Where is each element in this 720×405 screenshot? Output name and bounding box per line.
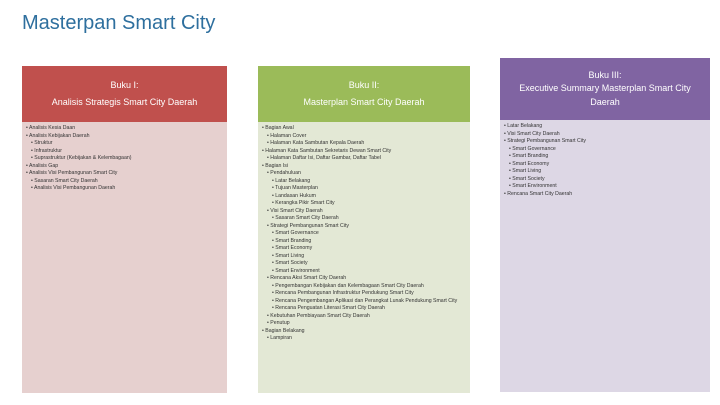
bullet-icon: • xyxy=(509,160,513,167)
list-item xyxy=(262,328,466,336)
bullet-icon: • xyxy=(267,320,271,326)
bullet-icon: • xyxy=(267,132,271,139)
book-1-panel xyxy=(22,66,227,393)
bullet-icon: • xyxy=(272,245,276,251)
bullet-icon: • xyxy=(509,175,513,182)
bullet-icon: • xyxy=(504,130,508,137)
book-2-panel xyxy=(258,66,470,393)
bullet-icon: • xyxy=(272,192,276,199)
list-item xyxy=(262,268,466,276)
list-item xyxy=(262,200,466,208)
book-3-number: Buku III: xyxy=(588,69,622,80)
list-item-label: Visi Smart City Daerah xyxy=(270,207,323,214)
bullet-icon: • xyxy=(267,275,271,281)
list-item-label: Tujuan Masterplan xyxy=(275,185,318,191)
list-item-label: Landasan Hukum xyxy=(275,192,316,199)
list-item xyxy=(504,123,706,131)
bullet-icon: • xyxy=(26,132,29,139)
book-3-header xyxy=(500,58,710,120)
book-1-header xyxy=(22,66,227,122)
list-item-label: Smart Living xyxy=(275,252,305,259)
list-item xyxy=(26,178,223,186)
list-item xyxy=(262,215,466,223)
list-item-label: Pengembangan Kebijakan dan Kelembagaan Smart City Daerah xyxy=(275,282,424,289)
bullet-icon: • xyxy=(272,230,276,236)
list-item-label: Rencana Pengembangan Aplikasi dan Perangkat Lunak Pendukung Smart City xyxy=(275,297,458,304)
bullet-icon: • xyxy=(272,282,276,289)
list-item xyxy=(262,275,466,283)
bullet-icon: • xyxy=(267,222,271,229)
list-item xyxy=(262,148,466,156)
bullet-icon: • xyxy=(31,155,35,161)
book-2-number: Buku II: xyxy=(348,79,380,90)
list-item xyxy=(262,178,466,186)
list-item-label: Penutup xyxy=(270,320,290,326)
page-title: Masterpan Smart City xyxy=(22,12,216,34)
list-item-label: Sasaran Smart City Daerah xyxy=(34,177,98,184)
bullet-icon: • xyxy=(272,200,276,206)
bullet-icon: • xyxy=(26,170,29,176)
list-item xyxy=(262,223,466,231)
bullet-icon: • xyxy=(272,305,276,311)
bullet-icon: • xyxy=(267,312,271,319)
list-item xyxy=(504,153,706,161)
list-item xyxy=(262,230,466,238)
list-item xyxy=(26,133,223,141)
list-item-label: Halaman Kata Sambutan Sekretaris Dewan Smart City xyxy=(265,147,392,154)
list-item-label: Analisis Visi Pembangunan Smart City xyxy=(28,170,118,176)
list-item-label: Strategi Pembangunan Smart City xyxy=(270,222,349,229)
list-item-label: Lampiran xyxy=(270,335,292,341)
list-item xyxy=(504,131,706,139)
bullet-icon: • xyxy=(504,123,508,129)
bullet-icon: • xyxy=(267,207,271,214)
list-item xyxy=(262,245,466,253)
book-2-title: Masterplan Smart City Daerah xyxy=(303,97,425,107)
list-item-label: Smart Governance xyxy=(275,230,319,236)
list-item xyxy=(26,170,223,178)
list-item-label: Rencana Smart City Daerah xyxy=(507,190,573,197)
list-item xyxy=(262,185,466,193)
list-item-label: Infrastruktur xyxy=(34,147,62,154)
list-item-label: Struktur xyxy=(34,140,53,146)
list-item xyxy=(262,298,466,306)
list-item-label: Smart Society xyxy=(275,260,308,266)
list-item xyxy=(262,208,466,216)
bullet-icon: • xyxy=(272,290,276,296)
list-item-label: Halaman Kata Sambutan Kepala Daerah xyxy=(270,140,365,146)
bullet-icon: • xyxy=(267,155,271,161)
list-item-label: Analisis Visi Pembangunan Daerah xyxy=(33,185,116,191)
bullet-icon: • xyxy=(26,125,29,131)
list-item xyxy=(26,148,223,156)
list-item xyxy=(504,191,706,199)
book-2-contents xyxy=(258,122,470,393)
bullet-icon: • xyxy=(272,215,276,221)
book-3-panel xyxy=(500,58,710,392)
list-item xyxy=(262,290,466,298)
list-item xyxy=(262,283,466,291)
list-item-label: Bagian Isi xyxy=(265,162,289,169)
list-item-label: Analisis Gap xyxy=(28,162,59,169)
list-item-label: Suprastruktur (Kebijakan & Kelembagaan) xyxy=(34,155,132,161)
book-1-number: Buku I: xyxy=(110,79,139,90)
list-item-label: Latar Belakang xyxy=(275,177,311,184)
bullet-icon: • xyxy=(262,327,266,334)
list-item xyxy=(26,140,223,148)
bullet-icon: • xyxy=(262,125,266,131)
list-item xyxy=(262,170,466,178)
list-item-label: Sasaran Smart City Daerah xyxy=(275,215,339,221)
list-item-label: Bagian Awal xyxy=(265,125,294,131)
list-item xyxy=(504,183,706,191)
list-item-label: Smart Branding xyxy=(512,153,549,159)
bullet-icon: • xyxy=(509,168,513,174)
book-3-title: Executive Summary Masterplan Smart City Daerah xyxy=(519,83,691,107)
list-item-label: Halaman Cover xyxy=(270,132,307,139)
list-item-label: Kerangka Pikir Smart City xyxy=(275,200,335,206)
list-item xyxy=(26,163,223,171)
bullet-icon: • xyxy=(31,140,35,146)
list-item xyxy=(26,185,223,193)
bullet-icon: • xyxy=(31,185,34,191)
bullet-icon: • xyxy=(272,267,276,274)
list-item xyxy=(504,138,706,146)
bullet-icon: • xyxy=(26,162,29,169)
bullet-icon: • xyxy=(267,140,271,146)
book-1-contents xyxy=(22,122,227,393)
book-3-contents xyxy=(500,120,710,392)
bullet-icon: • xyxy=(272,237,276,244)
bullet-icon: • xyxy=(272,297,276,304)
list-item-label: Latar Belakang xyxy=(507,123,543,129)
bullet-icon: • xyxy=(272,252,276,259)
list-item-label: Smart Environment xyxy=(512,183,557,189)
bullet-icon: • xyxy=(31,177,35,184)
list-item-label: Analisis Kebijakan Daerah xyxy=(28,132,90,139)
list-item xyxy=(262,140,466,148)
list-item xyxy=(262,193,466,201)
bullet-icon: • xyxy=(267,170,271,176)
list-item-label: Smart Living xyxy=(512,168,542,174)
bullet-icon: • xyxy=(504,190,508,197)
list-item xyxy=(262,320,466,328)
list-item-label: Kebutuhan Pembiayaan Smart City Daerah xyxy=(270,312,370,319)
list-item xyxy=(262,305,466,313)
list-item xyxy=(262,163,466,171)
list-item-label: Analisis Kesia Daan xyxy=(28,125,76,131)
list-item-label: Smart Environment xyxy=(275,267,320,274)
list-item xyxy=(504,168,706,176)
list-item xyxy=(262,238,466,246)
list-item xyxy=(504,161,706,169)
bullet-icon: • xyxy=(509,183,513,189)
book-1-title: Analisis Strategis Smart City Daerah xyxy=(51,97,198,107)
list-item xyxy=(262,133,466,141)
list-item xyxy=(262,335,466,343)
list-item-label: Smart Economy xyxy=(275,245,313,251)
bullet-icon: • xyxy=(504,138,508,144)
list-item xyxy=(262,313,466,321)
list-item-label: Smart Branding xyxy=(275,237,312,244)
book-2-header xyxy=(258,66,470,122)
list-item-label: Smart Economy xyxy=(512,160,550,167)
list-item-label: Rencana Aksi Smart City Daerah xyxy=(270,275,347,281)
bullet-icon: • xyxy=(272,260,276,266)
list-item-label: Bagian Belakang xyxy=(265,327,305,334)
bullet-icon: • xyxy=(272,185,276,191)
list-item-label: Smart Society xyxy=(512,175,545,182)
bullet-icon: • xyxy=(272,177,276,184)
list-item xyxy=(26,125,223,133)
bullet-icon: • xyxy=(262,162,266,169)
bullet-icon: • xyxy=(262,147,266,154)
list-item-label: Halaman Daftar Isi, Daftar Gambar, Daftar Tabel xyxy=(270,155,381,161)
bullet-icon: • xyxy=(267,335,271,341)
list-item xyxy=(262,260,466,268)
list-item xyxy=(262,253,466,261)
list-item-label: Strategi Pembangunan Smart City xyxy=(507,138,586,144)
list-item xyxy=(504,176,706,184)
list-item-label: Smart Governance xyxy=(512,145,556,152)
bullet-icon: • xyxy=(31,147,35,154)
list-item-label: Rencana Pembangunan Infrastruktur Pendukung Smart City xyxy=(275,290,414,296)
bullet-icon: • xyxy=(509,153,513,159)
list-item-label: Pendahuluan xyxy=(270,170,301,176)
list-item xyxy=(504,146,706,154)
list-item xyxy=(262,155,466,163)
bullet-icon: • xyxy=(509,145,513,152)
list-item xyxy=(26,155,223,163)
list-item xyxy=(262,125,466,133)
list-item-label: Rencana Penguatan Literasi Smart City Daerah xyxy=(275,305,385,311)
list-item-label: Visi Smart City Daerah xyxy=(507,130,560,137)
